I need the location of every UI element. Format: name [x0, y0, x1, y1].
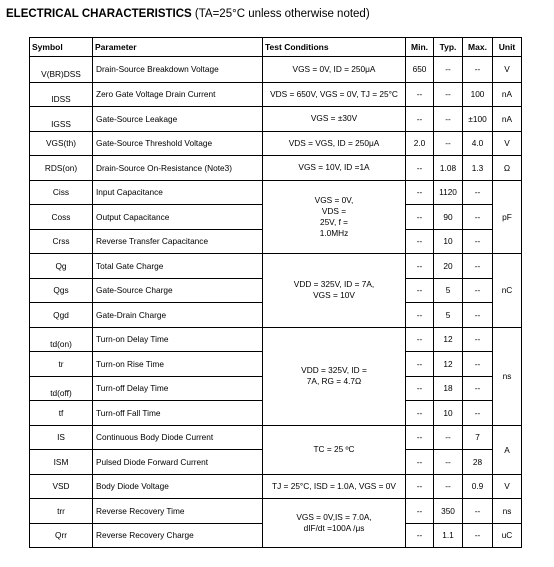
min-cell: --	[406, 229, 434, 254]
min-cell: --	[406, 107, 434, 132]
min-cell: --	[406, 278, 434, 303]
max-cell: ±100	[463, 107, 493, 132]
symbol-cell: Ciss	[30, 180, 93, 205]
unit-cell: pF	[493, 180, 522, 254]
parameter-cell: Gate-Source Threshold Voltage	[93, 131, 263, 156]
max-cell: 100	[463, 82, 493, 107]
parameter-cell: Gate-Source Charge	[93, 278, 263, 303]
unit-cell: nA	[493, 107, 522, 132]
symbol-cell: Qrr	[30, 523, 93, 548]
parameter-cell: Drain-Source Breakdown Voltage	[93, 57, 263, 83]
min-cell: 2.0	[406, 131, 434, 156]
typ-cell: --	[434, 131, 463, 156]
parameter-cell: Turn-on Delay Time	[93, 327, 263, 352]
max-cell: --	[463, 523, 493, 548]
typ-cell: 10	[434, 229, 463, 254]
table-row	[30, 131, 522, 156]
col-typ: Typ.	[434, 38, 463, 57]
table-row	[30, 474, 522, 499]
typ-cell: 1.1	[434, 523, 463, 548]
typ-cell: --	[434, 82, 463, 107]
min-cell: --	[406, 327, 434, 352]
min-cell: --	[406, 156, 434, 181]
min-cell: --	[406, 499, 434, 524]
unit-cell: V	[493, 57, 522, 83]
table-row	[30, 82, 522, 107]
min-cell: 650	[406, 57, 434, 83]
max-cell: --	[463, 327, 493, 352]
min-cell: --	[406, 523, 434, 548]
unit-cell: nA	[493, 82, 522, 107]
typ-cell: 12	[434, 327, 463, 352]
parameter-cell: Gate-Source Leakage	[93, 107, 263, 132]
condition-cell: VGS = 10V, ID =1A	[263, 156, 406, 181]
parameter-cell: Gate-Drain Charge	[93, 303, 263, 328]
min-cell: --	[406, 205, 434, 230]
parameter-cell: Drain-Source On-Resistance (Note3)	[93, 156, 263, 181]
table-row	[30, 180, 522, 205]
section-heading: ELECTRICAL CHARACTERISTICS	[6, 8, 192, 20]
unit-cell: nC	[493, 254, 522, 328]
col-max: Max.	[463, 38, 493, 57]
typ-cell: --	[434, 425, 463, 450]
condition-cell: VGS = 0V, VDS = 25V, f = 1.0MHz	[263, 180, 406, 254]
max-cell: 0.9	[463, 474, 493, 499]
characteristics-table	[29, 37, 522, 548]
symbol-cell: td(on)	[30, 327, 93, 352]
symbol-cell: VGS(th)	[30, 131, 93, 156]
unit-cell: uC	[493, 523, 522, 548]
max-cell: --	[463, 229, 493, 254]
symbol-cell: IS	[30, 425, 93, 450]
symbol-cell: trr	[30, 499, 93, 524]
col-min: Min.	[406, 38, 434, 57]
max-cell: --	[463, 352, 493, 377]
condition-cell: VDD = 325V, ID = 7A, VGS = 10V	[263, 254, 406, 328]
unit-cell: V	[493, 474, 522, 499]
parameter-cell: Pulsed Diode Forward Current	[93, 450, 263, 475]
typ-cell: 1.08	[434, 156, 463, 181]
table-row	[30, 425, 522, 450]
symbol-cell: tf	[30, 401, 93, 426]
min-cell: --	[406, 425, 434, 450]
symbol-cell: VSD	[30, 474, 93, 499]
typ-cell: 5	[434, 278, 463, 303]
condition-cell: VDS = VGS, ID = 250μA	[263, 131, 406, 156]
parameter-cell: Reverse Recovery Time	[93, 499, 263, 524]
col-unit: Unit	[493, 38, 522, 57]
symbol-cell: tr	[30, 352, 93, 377]
symbol-cell: Qgs	[30, 278, 93, 303]
typ-cell: 20	[434, 254, 463, 279]
min-cell: --	[406, 474, 434, 499]
unit-cell: ns	[493, 327, 522, 425]
max-cell: 7	[463, 425, 493, 450]
symbol-cell: Qgd	[30, 303, 93, 328]
col-test-conditions: Test Conditions	[263, 38, 406, 57]
symbol-cell: IGSS	[30, 107, 93, 132]
section-condition: (TA=25°C unless otherwise noted)	[194, 8, 370, 20]
unit-cell: V	[493, 131, 522, 156]
condition-cell: VGS = 0V,IS = 7.0A, dIF/dt =100A /μs	[263, 499, 406, 548]
max-cell: --	[463, 254, 493, 279]
symbol-cell: V(BR)DSS	[30, 57, 93, 83]
typ-cell: --	[434, 474, 463, 499]
condition-cell: VGS = ±30V	[263, 107, 406, 132]
condition-cell: VDD = 325V, ID = 7A, RG = 4.7Ω	[263, 327, 406, 425]
col-symbol: Symbol	[30, 38, 93, 57]
typ-cell: 5	[434, 303, 463, 328]
min-cell: --	[406, 376, 434, 401]
table-row	[30, 156, 522, 181]
max-cell: --	[463, 180, 493, 205]
typ-cell: --	[434, 57, 463, 83]
symbol-cell: td(off)	[30, 376, 93, 401]
parameter-cell: Turn-on Rise Time	[93, 352, 263, 377]
condition-cell: VDS = 650V, VGS = 0V, TJ = 25°C	[263, 82, 406, 107]
unit-cell: Ω	[493, 156, 522, 181]
min-cell: --	[406, 303, 434, 328]
min-cell: --	[406, 82, 434, 107]
max-cell: --	[463, 376, 493, 401]
condition-cell: VGS = 0V, ID = 250μA	[263, 57, 406, 83]
parameter-cell: Turn-off Delay Time	[93, 376, 263, 401]
max-cell: --	[463, 303, 493, 328]
typ-cell: --	[434, 107, 463, 132]
max-cell: 4.0	[463, 131, 493, 156]
max-cell: 1.3	[463, 156, 493, 181]
unit-cell: ns	[493, 499, 522, 524]
parameter-cell: Reverse Transfer Capacitance	[93, 229, 263, 254]
max-cell: --	[463, 57, 493, 83]
typ-cell: 1120	[434, 180, 463, 205]
max-cell: 28	[463, 450, 493, 475]
min-cell: --	[406, 401, 434, 426]
symbol-cell: Coss	[30, 205, 93, 230]
parameter-cell: Output Capacitance	[93, 205, 263, 230]
parameter-cell: Zero Gate Voltage Drain Current	[93, 82, 263, 107]
max-cell: --	[463, 278, 493, 303]
max-cell: --	[463, 205, 493, 230]
min-cell: --	[406, 254, 434, 279]
typ-cell: --	[434, 450, 463, 475]
table-row	[30, 107, 522, 132]
symbol-cell: Qg	[30, 254, 93, 279]
parameter-cell: Continuous Body Diode Current	[93, 425, 263, 450]
parameter-cell: Turn-off Fall Time	[93, 401, 263, 426]
table-row	[30, 254, 522, 279]
typ-cell: 10	[434, 401, 463, 426]
min-cell: --	[406, 180, 434, 205]
typ-cell: 90	[434, 205, 463, 230]
section-title	[6, 8, 370, 20]
table-row	[30, 57, 522, 83]
min-cell: --	[406, 352, 434, 377]
table-row	[30, 327, 522, 352]
parameter-cell: Total Gate Charge	[93, 254, 263, 279]
typ-cell: 12	[434, 352, 463, 377]
parameter-cell: Input Capacitance	[93, 180, 263, 205]
symbol-cell: IDSS	[30, 82, 93, 107]
max-cell: --	[463, 401, 493, 426]
table-row	[30, 499, 522, 524]
header-row	[30, 38, 522, 57]
parameter-cell: Body Diode Voltage	[93, 474, 263, 499]
col-parameter: Parameter	[93, 38, 263, 57]
unit-cell: A	[493, 425, 522, 474]
typ-cell: 18	[434, 376, 463, 401]
typ-cell: 350	[434, 499, 463, 524]
condition-cell: TC = 25 ºC	[263, 425, 406, 474]
min-cell: --	[406, 450, 434, 475]
symbol-cell: RDS(on)	[30, 156, 93, 181]
condition-cell: TJ = 25°C, ISD = 1.0A, VGS = 0V	[263, 474, 406, 499]
max-cell: --	[463, 499, 493, 524]
symbol-cell: Crss	[30, 229, 93, 254]
symbol-cell: ISM	[30, 450, 93, 475]
parameter-cell: Reverse Recovery Charge	[93, 523, 263, 548]
